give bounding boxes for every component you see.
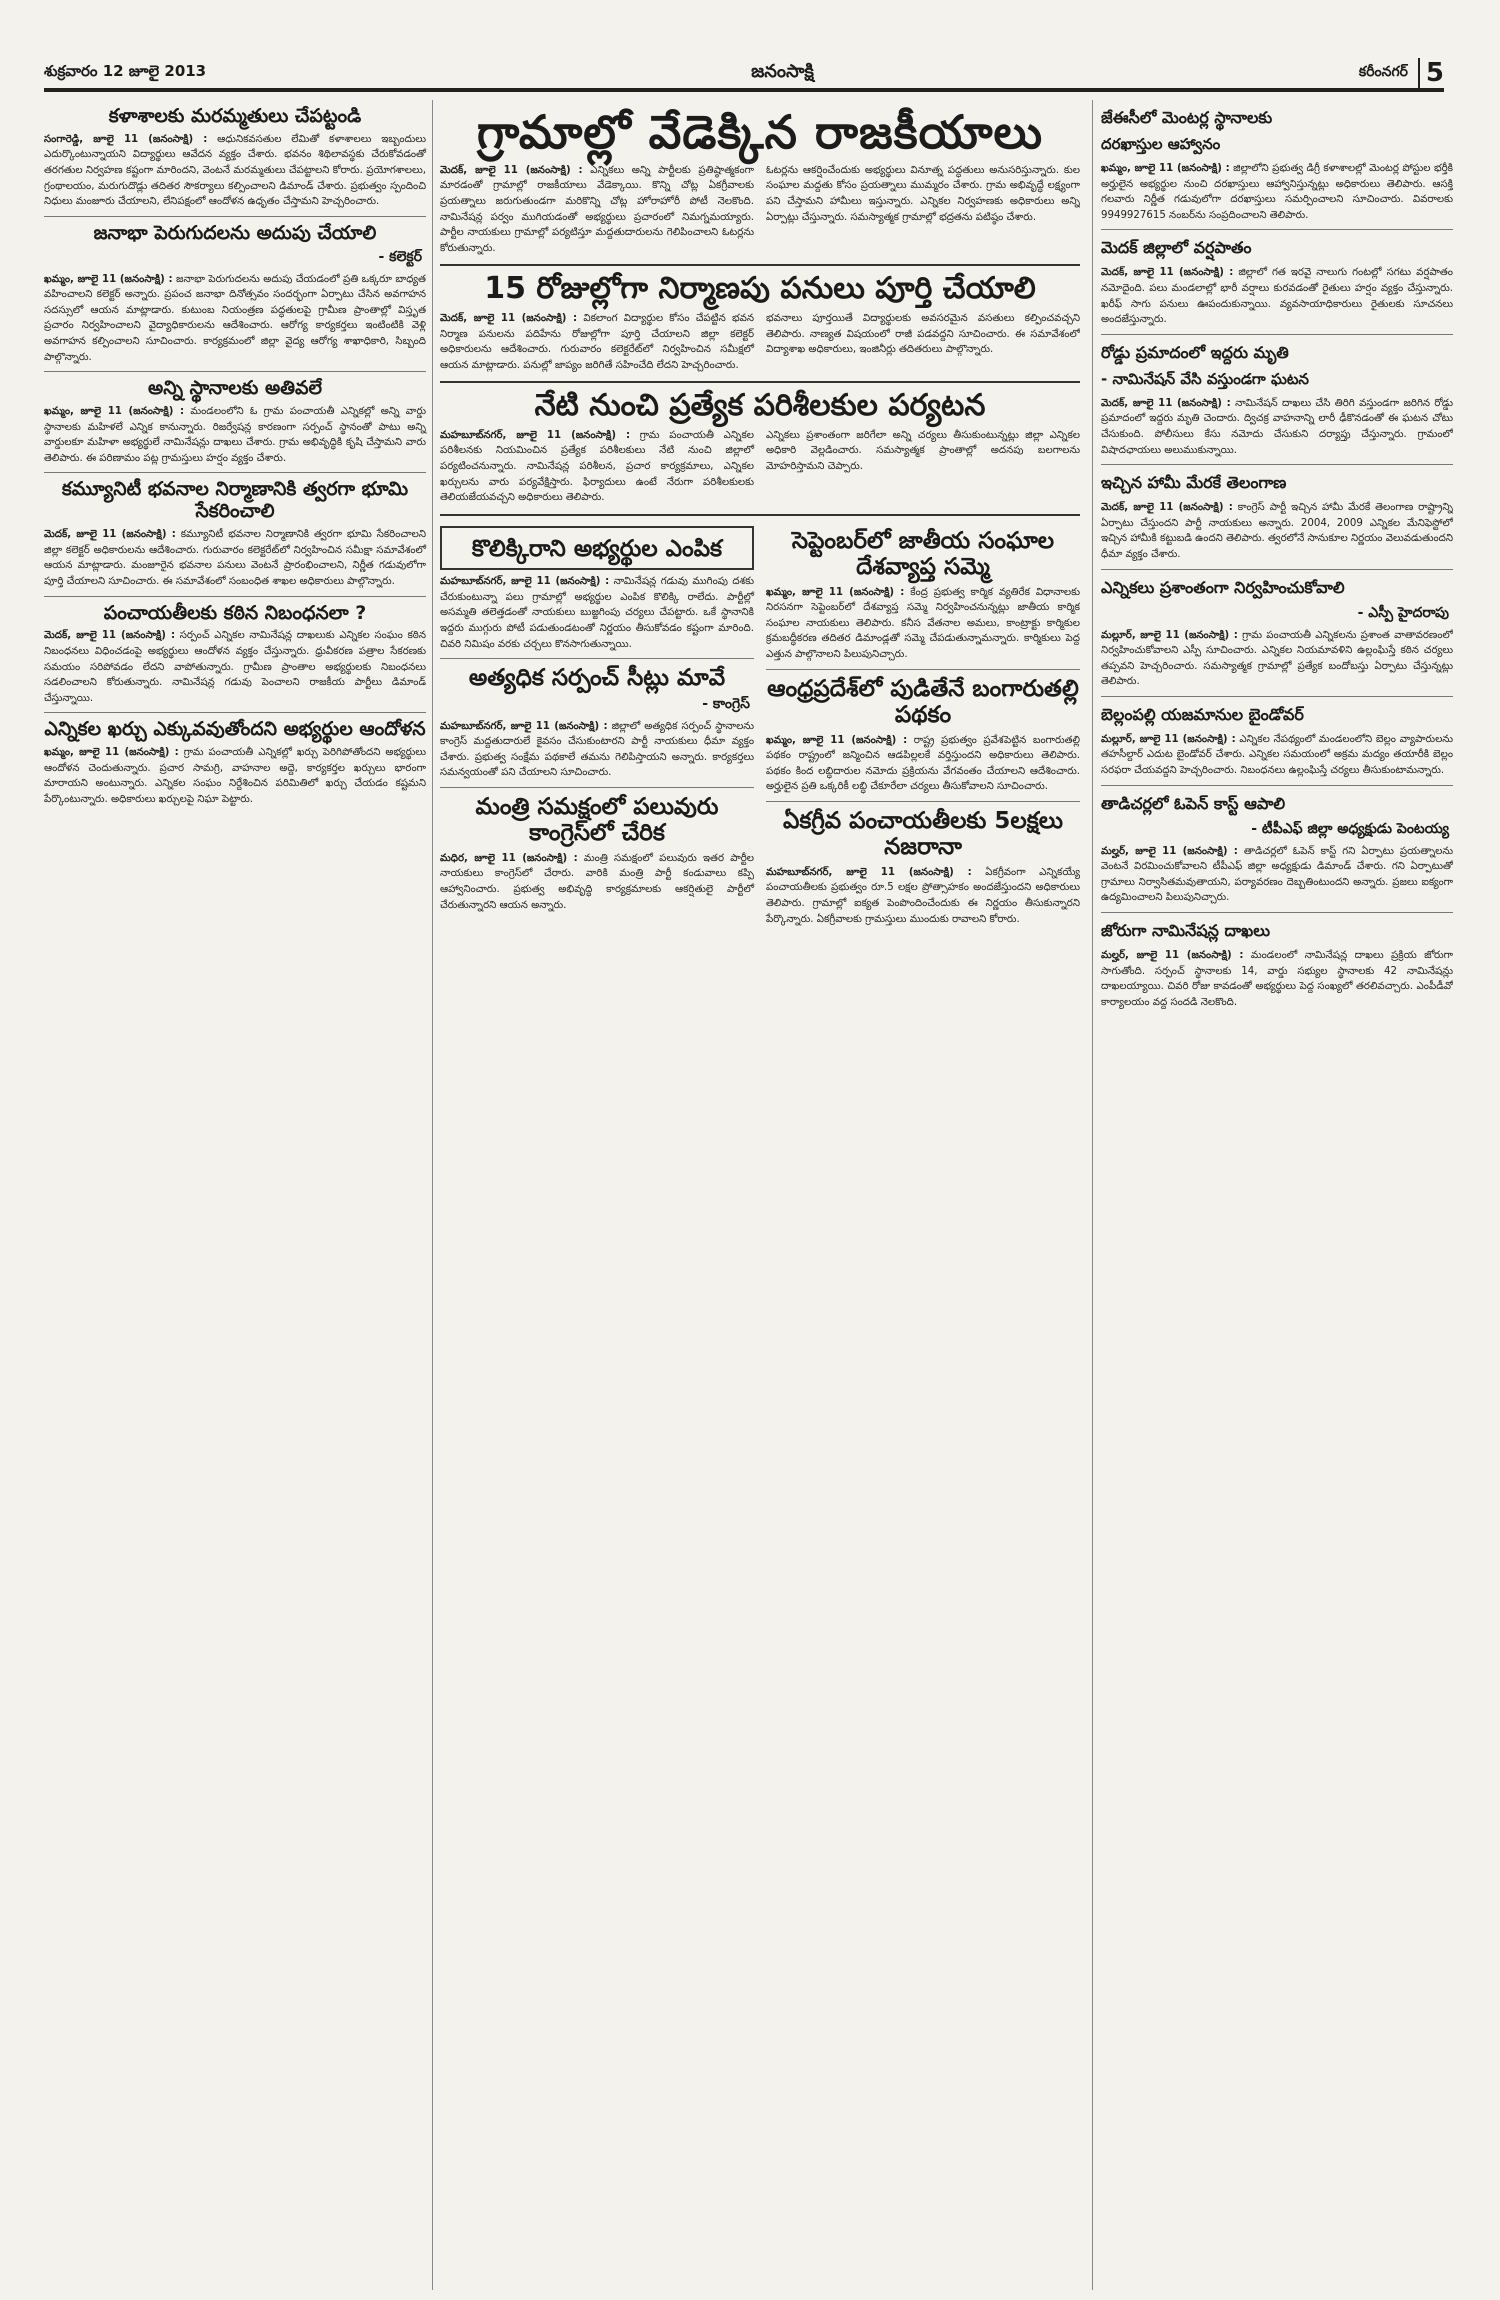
- headline: అత్యధిక సర్పంచ్ సీట్లు మావే: [468, 665, 726, 692]
- article-nominations: [1101, 921, 1453, 1010]
- dateline: ఖమ్మం, జూలై 11 (జనంసాక్షి) :: [44, 747, 179, 759]
- right-column: [1092, 100, 1453, 2290]
- headline: సెప్టెంబర్‌లో జాతీయ సంఘాల దేశవ్యాప్త సమ్మె: [791, 527, 1055, 581]
- divider: [1101, 229, 1453, 230]
- article-congress-seats: [440, 665, 754, 781]
- article-body: [1101, 732, 1453, 779]
- article-women-seats: [44, 378, 426, 466]
- article-text: గ్రామ పంచాయతీ ఎన్నికలను ప్రశాంత వాతావరణంలో నిర్వహించుకోవాలని ఎస్పీ సూచించారు. ఎన్నికల నియమావళిని ఉల్లంఘిస్తే కఠిన చర్యలు తప్పవని హెచ్చరించారు. సమస్యాత్మక గ్రామాల్లో ప్రత్యేక బందోబస్తు ఏర్పాటు చేస్తున్నట్లు తెలిపారు.: [1101, 629, 1453, 688]
- article-body: [1101, 161, 1453, 223]
- article-body: [766, 585, 1080, 663]
- lead-headline: గ్రామాల్లో వేడెక్కిన రాజకీయాలు: [476, 105, 1044, 159]
- article-body: [44, 272, 426, 366]
- dateline: మెదక్, జూలై 11 (జనంసాక్షి) :: [1101, 397, 1231, 409]
- article-text: నామినేషన్ల గడువు ముగింపు దశకు చేరుకుంటున్నా పలు గ్రామాల్లో అభ్యర్థుల ఎంపిక కొలిక్కి రాలేదు. పార్టీల్లో అసమ్మతి తలెత్తడంతో నాయకులు బుజ్జగింపు చర్యలు చేపట్టారు. ఒకే స్థానానికి ఇద్దరు ముగ్గురు పోటీ పడుతుండటంతో నిర్ణయం తీసుకోవడం కష్టంగా మారింది. చివరి నిమిషం వరకు చర్చలు కొనసాగుతున్నాయి.: [440, 576, 754, 650]
- dateline: మహబూబ్‌నగర్, జూలై 11 (జనంసాక్షి) :: [440, 429, 631, 441]
- lead-article: [440, 106, 1080, 258]
- mid-lower-grid: [440, 522, 1080, 931]
- headline: ఎన్నికల ఖర్చు ఎక్కువవుతోందని అభ్యర్థుల ఆందోళన: [44, 718, 426, 741]
- article-construction-deadline: [440, 272, 1080, 375]
- headline: ఆంధ్రప్రదేశ్‌లో పుడితేనే బంగారుతల్లి పథకం: [767, 675, 1079, 729]
- body-columns: [440, 311, 1080, 375]
- article-text: కమ్యూనిటీ భవనాల నిర్మాణానికి త్వరగా భూమి సేకరించాలని జిల్లా కలెక్టర్ అధికారులను ఆదేశించారు. గురువారం కలెక్టరేట్‌లో నిర్వహించిన సమీక్షా సమావేశంలో ఆయన మాట్లాడారు. మంజూరైన భవనాల పనులు వెంటనే ప్రారంభించాలని, నిర్ణీత గడువులోగా పూర్తి చేయాలని సూచించారు. ఈ సమావేశంలో సంబంధిత శాఖల అధికారులు పాల్గొన్నారు.: [44, 529, 427, 587]
- article-body: [766, 733, 1080, 795]
- article-telangana-promise: [1101, 473, 1453, 562]
- subhead: - నామినేషన్ వేసి వస్తుండగా ఘటన: [1101, 369, 1309, 388]
- divider: [44, 712, 426, 713]
- divider: [440, 514, 1080, 516]
- article-text: కేంద్ర ప్రభుత్వ కార్మిక వ్యతిరేక విధానాలకు నిరసనగా సెప్టెంబర్‌లో దేశవ్యాప్త సమ్మె నిర్వహించనున్నట్లు జాతీయ కార్మిక సంఘాల నాయకులు తెలిపారు. కనీస వేతనాల అమలు, కాంట్రాక్టు కార్మికుల క్రమబద్ధీకరణ తదితర డిమాండ్లతో సమ్మె చేపడుతున్నామన్నారు. కార్మికులు పెద్ద ఎత్తున పాల్గొనాలని పిలుపునిచ్చారు.: [766, 586, 1080, 661]
- headline: 15 రోజుల్లోగా నిర్మాణపు పనులు పూర్తి చేయాలి: [484, 271, 1036, 307]
- dateline: మల్లూర్, జూలై 11 (జనంసాక్షి) :: [1101, 629, 1238, 641]
- subhead: దరఖాస్తుల ఆహ్వానం: [1101, 135, 1221, 153]
- article-observers: [440, 389, 1080, 507]
- article-minister-joining: [440, 794, 754, 913]
- article-text: ఎన్నికల నేపథ్యంలో మండలంలోని బెల్లం వ్యాపారులను తహసీల్దార్ ఎదుట బైండోవర్ చేశారు. ఎన్నికల సమయంలో అక్రమ మద్యం తయారీకి బెల్లం సరఫరా చేయవద్దని హెచ్చరించారు. నిబంధనలు ఉల్లంఘిస్తే చర్యలు తీసుకుంటామన్నారు.: [1101, 733, 1453, 777]
- article-body: [1101, 396, 1453, 458]
- dateline: సంగారెడ్డి, జూలై 11 (జనంసాక్షి) :: [44, 133, 208, 145]
- article-strict-rules: [44, 603, 426, 707]
- headline: ఏకగ్రీవ పంచాయతీలకు 5లక్షలు నజరానా: [783, 807, 1063, 861]
- dateline: మెదక్, జూలై 11 (జనంసాక్షి) :: [44, 630, 176, 642]
- headline: కమ్యూనిటీ భవనాల నిర్మాణానికి త్వరగా భూమి సేకరించాలి: [61, 478, 409, 523]
- dateline: ఖమ్మం, జూలై 11 (జనంసాక్షి) :: [44, 406, 185, 418]
- article-text: వికలాంగ విద్యార్థుల కోసం చేపట్టిన భవన నిర్మాణ పనులను పదిహేను రోజుల్లోగా పూర్తి చేయాలని జిల్లా కలెక్టర్ అధికారులను ఆదేశించారు. గురువారం కలెక్టరేట్‌లో నిర్వహించిన సమీక్షలో ఆయన మాట్లాడారు. పనుల్లో జాప్యం జరిగితే సహించేది లేదని హెచ్చరించారు.: [440, 312, 754, 371]
- article-text: ఎన్నికలు అన్ని పార్టీలకు ప్రతిష్ఠాత్మకంగా మారడంతో గ్రామాల్లో రాజకీయాలు వేడెక్కాయి. కొన్ని చోట్ల ఏకగ్రీవాలకు ప్రయత్నాలు జరుగుతుండగా మరికొన్ని చోట్ల హోరాహోరీ పోటీ నెలకొంది. నామినేషన్ల పర్వం ముగియడంతో అభ్యర్థులు ప్రచారంలో నిమగ్నమయ్యారు. పార్టీల నాయకులు గ్రామాల్లో పర్యటిస్తూ మద్దతుదారులను గెలిపించాలని ఓటర్లను కోరుతున్నారు.: [440, 164, 754, 254]
- newspaper-brand: జనంసాక్షి: [751, 60, 814, 82]
- page-number: 5: [1418, 58, 1444, 88]
- article-bindover: [1101, 705, 1453, 779]
- divider: [44, 371, 426, 372]
- article-body: [440, 719, 754, 781]
- subhead: - కలెక్టర్: [378, 248, 422, 265]
- dateline: మల్హర్, జూలై 11 (జనంసాక్షి) :: [1101, 950, 1244, 962]
- divider: [440, 787, 754, 788]
- article-body: [1101, 265, 1453, 327]
- article-body: [440, 574, 754, 652]
- subhead: - ఎస్పీ హైదరాపు: [1357, 604, 1449, 621]
- divider: [440, 381, 1080, 383]
- divider: [1101, 785, 1453, 786]
- article-national-strike: [766, 528, 1080, 663]
- article-peaceful-elections: [1101, 578, 1453, 690]
- dateline: మహబూబ్‌నగర్, జూలై 11 (జనంసాక్షి) :: [766, 866, 972, 878]
- headline: జనాభా పెరుగుదలను అదుపు చేయాలి: [93, 221, 377, 244]
- article-kalashala: [44, 106, 426, 210]
- article-body: [44, 404, 426, 466]
- divider: [440, 658, 754, 659]
- divider: [1101, 912, 1453, 913]
- article-text: జనాభా పెరుగుదలను అదుపు చేయడంలో ప్రతి ఒక్కరూ బాధ్యత వహించాలని కలెక్టర్ అన్నారు. ప్రపంచ జనాభా దినోత్సవం సందర్భంగా ఏర్పాటు చేసిన అవగాహన సదస్సులో ఆయన మాట్లాడారు. కుటుంబ నియంత్రణ పద్ధతులపై గ్రామీణ ప్రాంతాల్లో విస్తృత ప్రచారం నిర్వహించాలని వైద్యాధికారులను ఆదేశించారు. ఆరోగ్య కార్యకర్తలు ఇంటింటికి వెళ్లి అవగాహన కల్పించాలని సూచించారు. కార్యక్రమంలో జిల్లా వైద్య ఆరోగ్య శాఖాధికారి, సిబ్బంది పాల్గొన్నారు.: [44, 273, 426, 363]
- article-text: సర్పంచ్ ఎన్నికల నామినేషన్ల దాఖలుకు ఎన్నికల సంఘం కఠిన నిబంధనలు విధించడంపై అభ్యర్థులు ఆందోళన వ్యక్తం చేస్తున్నారు. ధ్రువీకరణ పత్రాల సేకరణకు సమయం సరిపోవడం లేదని వాపోతున్నారు. గ్రామీణ ప్రాంతాల అభ్యర్థులకు నిబంధనలు సడలించాలని కోరుతున్నారు. నామినేషన్ల గడువు పెంచాలని రాజకీయ పార్టీలు డిమాండ్ చేస్తున్నాయి.: [44, 630, 426, 704]
- headline: కళాశాలకు మరమ్మతులు చేపట్టండి: [108, 105, 362, 127]
- headline: మంత్రి సమక్షంలో పలువురు కాంగ్రెస్‌లో చేరిక: [475, 794, 719, 847]
- article-body: [44, 132, 426, 210]
- article-open-cast: [1101, 794, 1453, 906]
- article-text: గ్రామ పంచాయతీ ఎన్నికల్లో ఖర్చు పెరిగిపోతోందని అభ్యర్థులు ఆందోళన చెందుతున్నారు. ప్రచార సామగ్రి, వాహనాల అద్దె, కార్యకర్తల ఖర్చులు భారంగా మారాయని అంటున్నారు. ఎన్నికల సంఘం నిర్దేశించిన పరిమితిలో ఖర్చు చేయడం కష్టమని పేర్కొంటున్నారు. అధికారులు ఖర్చులపై నిఘా పెట్టారు.: [44, 747, 426, 805]
- headline: జోరుగా నామినేషన్ల దాఖలు: [1101, 921, 1271, 941]
- headline: జేఈసీలో మెంటర్ల స్థానాలకు: [1101, 108, 1273, 127]
- article-unanimous-prize: [766, 808, 1080, 927]
- article-body: [1101, 844, 1453, 906]
- headline: బెల్లంపల్లి యజమానుల బైండోవర్: [1101, 704, 1304, 724]
- article-body: [440, 163, 754, 257]
- article-body: [440, 851, 754, 913]
- divider: [440, 264, 1080, 266]
- article-text: ఆధునికవసతుల లేమితో కళాశాలలు ఇబ్బందులు ఎదుర్కొంటున్నాయని విద్యార్థులు ఆవేదన వ్యక్తం చేశారు. భవనం శిథిలావస్థకు చేరుకోవడంతో తరగతుల నిర్వహణ కష్టంగా మారిందని, వెంటనే మరమ్మతులు చేపట్టాలని కోరారు. ప్రయోగశాలలు, గ్రంథాలయం, మరుగుదొడ్లు తదితర సౌకర్యాలు కల్పించాలని డిమాండ్ చేశారు. ప్రభుత్వం స్పందించి నిధులు మంజూరు చేయాలని, లేనిపక్షంలో ఆందోళన ఉధృతం చేస్తామని హెచ్చరించారు.: [44, 133, 426, 208]
- article-text: ఏకగ్రీవంగా ఎన్నికయ్యే పంచాయతీలకు ప్రభుత్వం రూ.5 లక్షల ప్రోత్సాహకం అందజేస్తుందని అధికారులు తెలిపారు. గ్రామాల్లో ఐక్యత పెంపొందించేందుకు ఈ నిర్ణయం తీసుకున్నారని పేర్కొన్నారు. ఏకగ్రీవాలకు గ్రామస్తులు ముందుకు రావాలని కోరారు.: [766, 866, 1080, 925]
- article-text: మండలంలో నామినేషన్ల దాఖలు ప్రక్రియ జోరుగా సాగుతోంది. సర్పంచ్ స్థానాలకు 14, వార్డు సభ్యుల స్థానాలకు 42 నామినేషన్లు దాఖలయ్యాయి. చివరి రోజు కావడంతో అభ్యర్థులు పెద్ద సంఖ్యలో తరలివచ్చారు. ఎంపీడీవో కార్యాలయం వద్ద సందడి నెలకొంది.: [1101, 950, 1453, 1008]
- article-text: నామినేషన్ దాఖలు చేసి తిరిగి వస్తుండగా జరిగిన రోడ్డు ప్రమాదంలో ఇద్దరు మృతి చెందారు. ద్విచక్ర వాహనాన్ని లారీ ఢీకొనడంతో ఈ ఘటన చోటు చేసుకుంది. పోలీసులు కేసు నమోదు చేసుకుని దర్యాప్తు చేస్తున్నారు. గ్రామంలో విషాదఛాయలు అలుముకున్నాయి.: [1101, 397, 1453, 456]
- article-text: మంత్రి సమక్షంలో పలువురు ఇతర పార్టీల నాయకులు కాంగ్రెస్‌లో చేరారు. వారికి మంత్రి పార్టీ కండువాలు కప్పి ఆహ్వానించారు. ప్రభుత్వ అభివృద్ధి కార్యక్రమాలకు ఆకర్షితులై పార్టీలో చేరుతున్నారని ఆయన అన్నారు.: [440, 852, 754, 911]
- article-body: [440, 311, 754, 373]
- subhead: - కాంగ్రెస్: [702, 695, 750, 712]
- divider: [1101, 464, 1453, 465]
- issue-date: శుక్రవారం 12 జూలై 2013: [44, 62, 207, 80]
- headline: రోడ్డు ప్రమాదంలో ఇద్దరు మృతి: [1101, 342, 1289, 362]
- divider: [766, 669, 1080, 670]
- dateline: మెదక్, జూలై 11 (జనంసాక్షి) :: [440, 312, 578, 324]
- article-text: జిల్లాలో అత్యధిక సర్పంచ్ స్థానాలను కాంగ్రెస్ మద్దతుదారులే కైవసం చేసుకుంటారని పార్టీ నాయకులు ధీమా వ్యక్తం చేశారు. ప్రభుత్వ సంక్షేమ పథకాలే తమను గెలిపిస్తాయని అన్నారు. కార్యకర్తలు సమన్వయంతో పని చేయాలని సూచించారు.: [440, 720, 754, 779]
- divider: [44, 472, 426, 473]
- dateline: మల్లూర్, జూలై 11 (జనంసాక్షి) :: [1101, 733, 1236, 745]
- headline: ఎన్నికలు ప్రశాంతంగా నిర్వహించుకోవాలి: [1101, 577, 1345, 597]
- article-body: ఎన్నికలు ప్రశాంతంగా జరిగేలా అన్ని చర్యలు తీసుకుంటున్నట్లు జిల్లా ఎన్నికల అధికారి వెల్లడించారు. సమస్యాత్మక ప్రాంతాల్లో అదనపు బలగాలను మోహరిస్తామని చెప్పారు.: [766, 429, 1080, 473]
- article-mentor-posts: [1101, 108, 1453, 223]
- headline: తాడిచర్లలో ఓపెన్ కాస్ట్ ఆపాలి: [1101, 793, 1286, 813]
- article-body: [1101, 500, 1453, 562]
- dateline: మెదక్, జూలై 11 (జనంసాక్షి) :: [44, 529, 176, 541]
- article-body: భవనాలు పూర్తయితే విద్యార్థులకు అవసరమైన వసతులు కల్పించవచ్చని తెలిపారు. నాణ్యత విషయంలో రాజీ పడవద్దని సూచించారు. ఈ సమావేశంలో విద్యాశాఖ అధికారులు, ఇంజినీర్లు తదితరులు పాల్గొన్నారు.: [766, 312, 1080, 356]
- article-bangaru-talli: [766, 676, 1080, 795]
- headline: అన్ని స్థానాలకు అతివలే: [148, 377, 322, 400]
- article-rainfall: [1101, 238, 1453, 327]
- middle-column: [440, 100, 1080, 2290]
- dateline: మెదక్, జూలై 11 (జనంసాక్షి) :: [440, 164, 583, 176]
- divider: [1101, 569, 1453, 570]
- dateline: ఖమ్మం, జూలై 11 (జనంసాక్షి) :: [766, 586, 905, 598]
- article-text: మండలంలోని ఓ గ్రామ పంచాయతీ ఎన్నికల్లో అన్ని వార్డు స్థానాలకు మహిళలే ఎన్నిక కానున్నారు. రిజర్వేషన్ల కారణంగా సర్పంచ్ స్థానంతో పాటు అన్ని వార్డులకూ మహిళా అభ్యర్థులే నామినేషన్లు దాఖలు చేశారు. గ్రామ అభివృద్ధికి కృషి చేస్తామని వారు తెలిపారు. ఈ పరిణామం పట్ల గ్రామస్తులు హర్షం వ్యక్తం చేశారు.: [44, 406, 427, 464]
- article-text: జిల్లాలో గత ఇరవై నాలుగు గంటల్లో సగటు వర్షపాతం నమోదైంది. పలు మండలాల్లో భారీ వర్షాలు కురవడంతో రైతులు హర్షం వ్యక్తం చేస్తున్నారు. ఖరీఫ్ సాగు పనులు ఊపందుకున్నాయి. వ్యవసాయాధికారులు రైతులకు సూచనలు అందజేస్తున్నారు.: [1101, 267, 1453, 326]
- headline: ఇచ్చిన హామీ మేరకే తెలంగాణ: [1101, 473, 1287, 493]
- dateline: మధిర, జూలై 11 (జనంసాక్షి) :: [440, 852, 578, 864]
- article-body: [440, 428, 754, 506]
- article-body: [1101, 948, 1453, 1010]
- dateline: ఖమ్మం, జూలై 11 (జనంసాక్షి) :: [1101, 163, 1230, 174]
- subhead: - టీపీఎఫ్ జిల్లా అధ్యక్షుడు పెంటయ్య: [1251, 820, 1449, 837]
- dateline: మెదక్, జూలై 11 (జనంసాక్షి) :: [1101, 267, 1234, 279]
- left-column: [44, 100, 433, 2290]
- dateline: ఖమ్మం, జూలై 11 (జనంసాక్షి) :: [44, 273, 173, 285]
- headline: నేటి నుంచి ప్రత్యేక పరిశీలకుల పర్యటన: [534, 388, 986, 424]
- article-road-accident: [1101, 343, 1453, 458]
- dateline: మహబూబ్‌నగర్, జూలై 11 (జనంసాక్షి) :: [440, 720, 608, 732]
- article-text: జిల్లాలోని ప్రభుత్వ డిగ్రీ కళాశాలల్లో మెంటర్ల పోస్టుల భర్తీకి అర్హులైన అభ్యర్థుల నుంచి దరఖాస్తులు ఆహ్వానిస్తున్నట్లు అధికారులు తెలిపారు. ఆసక్తి గలవారు నిర్ణీత గడువులోగా దరఖాస్తులు సమర్పించాలని సూచించారు. వివరాలకు 9949927615 నంబర్‌ను సంప్రదించాలని తెలిపారు.: [1101, 163, 1453, 221]
- divider: [44, 216, 426, 217]
- divider: [1101, 334, 1453, 335]
- article-body: [44, 745, 426, 807]
- headline: కొలిక్కిరాని అభ్యర్థుల ఎంపిక: [471, 535, 723, 562]
- district-name: కరీంనగర్: [1358, 63, 1408, 80]
- lead-body-columns: [440, 163, 1080, 259]
- article-body: [44, 628, 426, 706]
- body-columns: [440, 428, 1080, 508]
- article-candidate-selection: [440, 526, 754, 570]
- article-body: [1101, 628, 1453, 690]
- dateline: మల్హర్, జూలై 11 (జనంసాక్షి) :: [1101, 845, 1238, 857]
- dateline: ఖమ్మం, జూలై 11 (జనంసాక్షి) :: [766, 734, 908, 746]
- article-text: రాష్ట్ర ప్రభుత్వం ప్రవేశపెట్టిన బంగారుతల్లి పథకం రాష్ట్రంలో జన్మించిన ఆడపిల్లలకే వర్తిస్తుందని అధికారులు తెలిపారు. పథకం కింద లబ్ధిదారుల నమోదు ప్రక్రియను వేగవంతం చేయాలని ఆదేశించారు. అర్హులైన ప్రతి ఒక్కరికీ లబ్ధి చేకూరేలా చర్యలు తీసుకోవాలని సూచించారు.: [766, 734, 1080, 793]
- article-election-costs: [44, 719, 426, 807]
- article-body: [766, 865, 1080, 927]
- dateline: మెదక్, జూలై 11 (జనంసాక్షి) :: [1101, 502, 1233, 514]
- article-body: ఓటర్లను ఆకర్షించేందుకు అభ్యర్థులు వినూత్న పద్ధతులు అనుసరిస్తున్నారు. కుల సంఘాల మద్దతు కోసం ప్రయత్నాలు ముమ్మరం చేశారు. గ్రామ అభివృద్ధే లక్ష్యంగా పని చేస్తామని హామీలు ఇస్తున్నారు. ఎన్నికల నిర్వహణకు అధికారులు అన్ని ఏర్పాట్లు చేస్తున్నారు. సమస్యాత్మక గ్రామాల్లో భద్రతను పటిష్ఠం చేశారు.: [766, 164, 1080, 223]
- divider: [44, 596, 426, 597]
- article-body: [44, 527, 426, 589]
- article-text: కాంగ్రెస్ పార్టీ ఇచ్చిన హామీ మేరకే తెలంగాణ రాష్ట్రాన్ని ఏర్పాటు చేస్తుందని పార్టీ నాయకులు అన్నారు. 2004, 2009 ఎన్నికల మేనిఫెస్టోలో ఇచ్చిన హామీకి కట్టుబడి ఉందని తెలిపారు. త్వరలోనే సానుకూల నిర్ణయం వెలువడుతుందని ధీమా వ్యక్తం చేశారు.: [1101, 502, 1453, 560]
- divider: [766, 801, 1080, 802]
- headline: మెదక్ జిల్లాలో వర్షపాతం: [1101, 238, 1252, 258]
- article-text: గ్రామ పంచాయతీ ఎన్నికల పరిశీలనకు నియమించిన ప్రత్యేక పరిశీలకులు నేటి నుంచి జిల్లాలో పర్యటించనున్నారు. నామినేషన్ల పరిశీలన, ప్రచార కార్యక్రమాలు, ఎన్నికల ఖర్చులను వారు పర్యవేక్షిస్తారు. ఫిర్యాదులు ఉంటే నేరుగా పరిశీలకులకు తెలియజేయవచ్చని అధికారులు తెలిపారు.: [440, 429, 754, 504]
- article-population: [44, 223, 426, 365]
- divider: [1101, 696, 1453, 697]
- headline: పంచాయతీలకు కఠిన నిబంధనలా ?: [103, 601, 367, 624]
- masthead-right: [1359, 58, 1444, 88]
- article-text: తాడిచర్లలో ఓపెన్ కాస్ట్ గని ఏర్పాటు ప్రయత్నాలను వెంటనే విరమించుకోవాలని టీపీఎఫ్ జిల్లా అధ్యక్షుడు డిమాండ్ చేశారు. గని ఏర్పాటుతో గ్రామాలు నిర్వాసితమవుతాయని, పర్యావరణం దెబ్బతింటుందని అన్నారు. ప్రజలు ఐక్యంగా ఉద్యమించాలని పిలుపునిచ్చారు.: [1101, 845, 1453, 904]
- dateline: మహబూబ్‌నగర్, జూలై 11 (జనంసాక్షి) :: [440, 576, 610, 588]
- article-community-halls: [44, 479, 426, 589]
- masthead: [44, 58, 1444, 92]
